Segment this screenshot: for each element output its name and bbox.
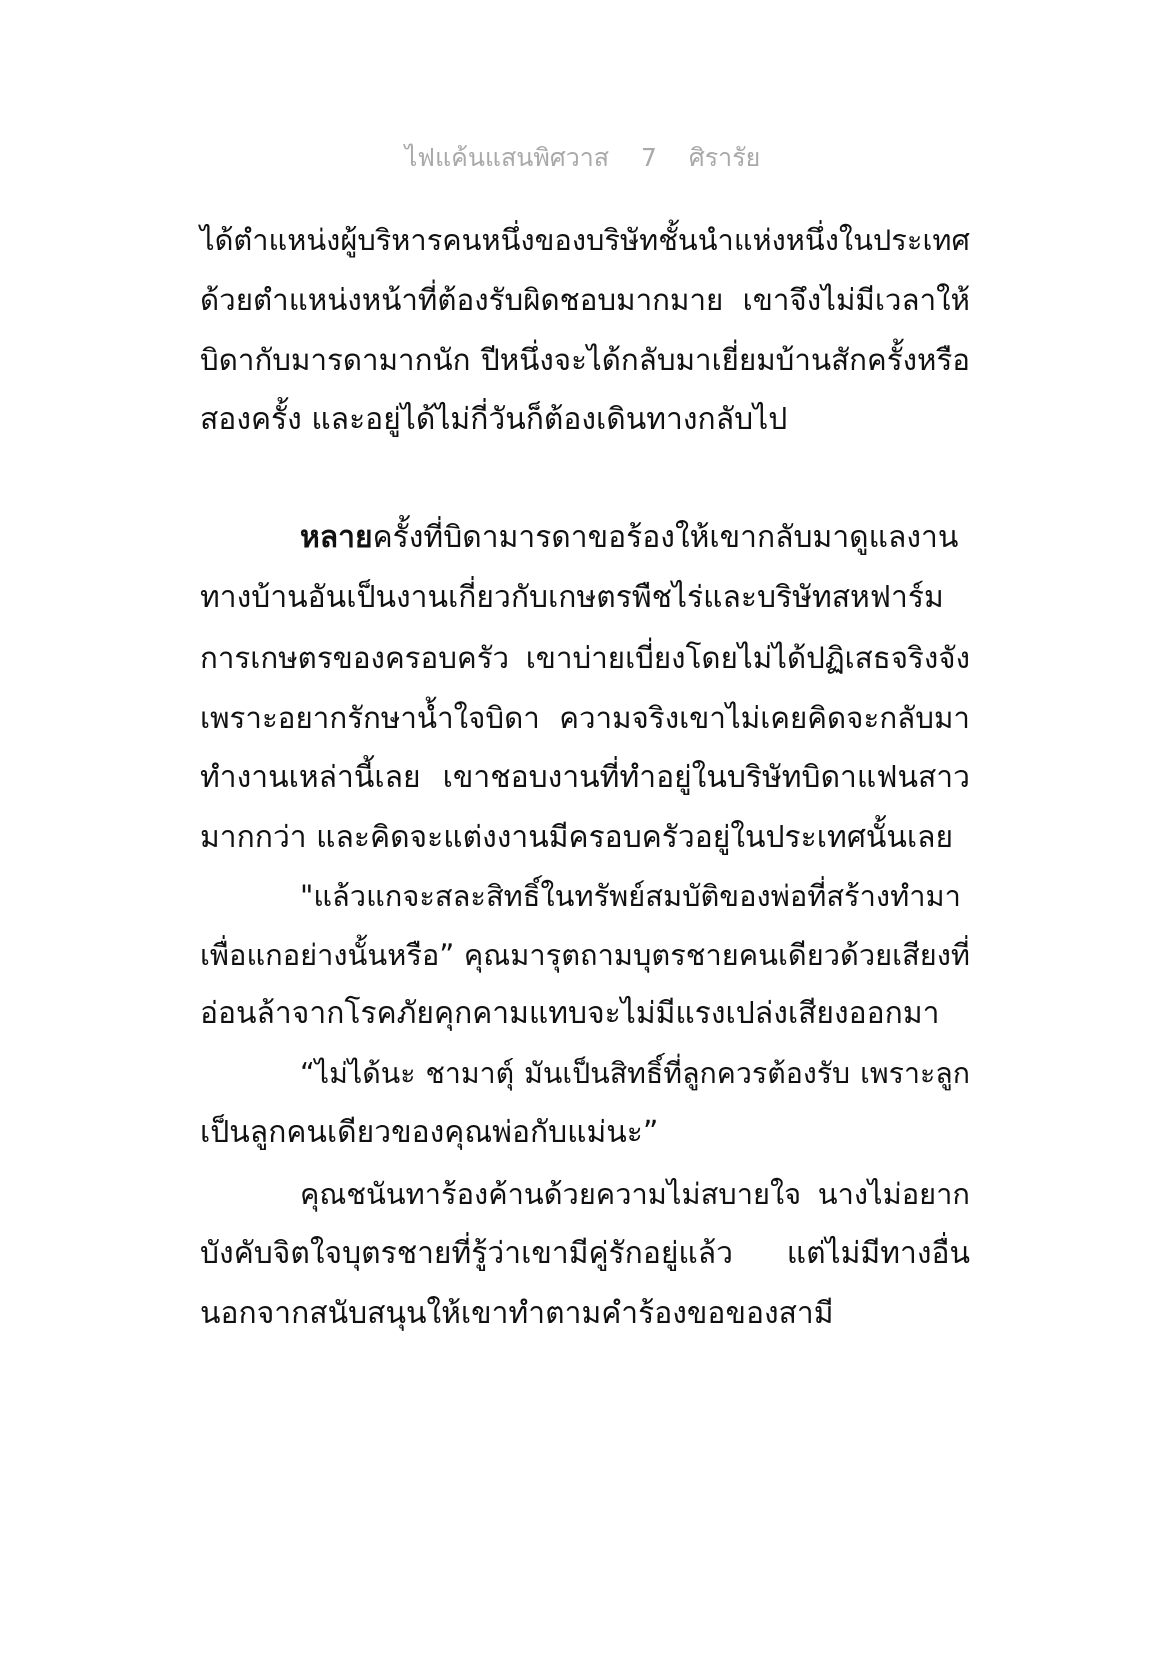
body-line: เพื่อแกอย่างนั้นหรือ” คุณมารุตถามบุตรชายคนเดียวด้วยเสียงที่ [200,938,970,972]
paragraph-first-line: คุณชนันทาร้องค้านด้วยความไม่สบายใจ นางไม่อยาก [300,1177,970,1211]
body-line: ด้วยตำแหน่งหน้าที่ต้องรับผิดชอบมากมาย เขาจึงไม่มีเวลาให้ [200,283,970,317]
body-line: ทางบ้านอันเป็นงานเกี่ยวกับเกษตรพืชไร่และบริษัทสหฟาร์ม [200,580,944,615]
paragraph-first-line-text: ครั้งที่บิดามารดาขอร้องให้เขากลับมาดูแลงาน [372,520,959,555]
body-line: การเกษตรของครอบครัว เขาบ่ายเบี่ยงโดยไม่ได้ปฏิเสธจริงจัง [200,641,970,675]
body-line: เพราะอยากรักษาน้ำใจบิดา ความจริงเขาไม่เคยคิดจะกลับมา [200,701,970,735]
body-line: สองครั้ง และอยู่ได้ไม่กี่วันก็ต้องเดินทางกลับไป [200,402,788,437]
body-line: นอกจากสนับสนุนให้เขาทำตามคำร้องขอของสามี [200,1296,834,1331]
body-line: บังคับจิตใจบุตรชายที่รู้ว่าเขามีคู่รักอยู่แล้ว แต่ไม่มีทางอื่น [200,1236,970,1271]
body-line: บิดากับมารดามากนัก ปีหนึ่งจะได้กลับมาเยี่ยมบ้านสักครั้งหรือ [200,343,970,377]
body-line: ทำงานเหล่านี้เลย เขาชอบงานที่ทำอยู่ในบริษัทบิดาแฟนสาว [200,760,970,795]
body-line: เป็นลูกคนเดียวของคุณพ่อกับแม่นะ” [200,1115,659,1150]
body-line: ได้ตำแหน่งผู้บริหารคนหนึ่งของบริษัทชั้นนำแห่งหนึ่งในประเทศ [200,223,970,257]
dialogue-line: “ไม่ได้นะ ชามาตุ์ มันเป็นสิทธิ์ที่ลูกควรต้องรับ เพราะลูก [300,1057,970,1090]
author-name: ศิรารัย [688,143,761,172]
page-number: 7 [641,143,657,172]
body-line: มากกว่า และคิดจะแต่งงานมีครอบครัวอยู่ในประเทศนั้นเลย [200,820,954,855]
book-title: ไฟแค้นแสนพิศวาส [404,143,610,172]
running-header [0,141,1165,175]
paragraph-lead-word: หลาย [300,520,373,555]
paragraph-first-line [300,516,970,560]
dialogue-line: "แล้วแกจะสละสิทธิ์ในทรัพย์สมบัติของพ่อที่สร้างทำมา [300,879,961,913]
body-line: อ่อนล้าจากโรคภัยคุกคามแทบจะไม่มีแรงเปล่งเสียงออกมา [200,996,940,1031]
